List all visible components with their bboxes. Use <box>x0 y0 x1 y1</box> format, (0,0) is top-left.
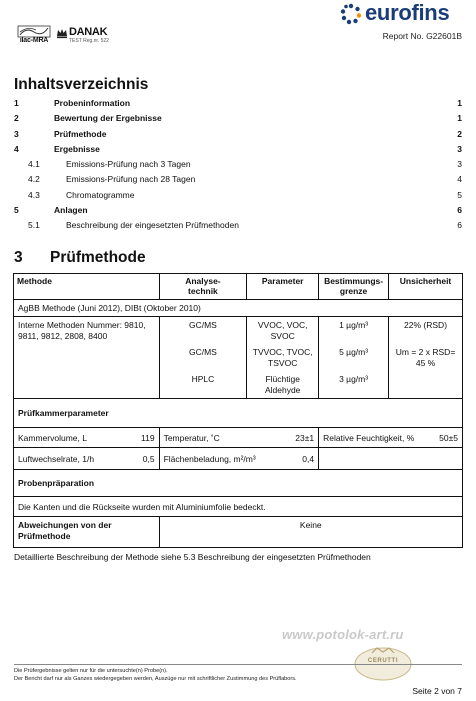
header-technique-line1: Analyse- <box>185 276 221 286</box>
toc-entry-number: 4.3 <box>28 189 40 200</box>
uncertainty-line: Um = 2 x RSD= <box>395 347 456 357</box>
page-number: Seite 2 von 7 <box>412 686 462 696</box>
section-number: 3 <box>14 249 23 266</box>
eurofins-dots-icon <box>340 3 362 25</box>
parameter-group <box>251 320 314 347</box>
air-change-cell <box>14 448 160 470</box>
uncertainty-value: 22% (RSD) <box>404 320 448 330</box>
header-uncertainty: Unsicherheit <box>389 274 463 300</box>
loading-label: Flächenbeladung, m²/m³ <box>163 453 256 464</box>
technique-value: HPLC <box>191 374 215 384</box>
toc-subentry[interactable] <box>14 188 462 203</box>
toc-entry-page: 6 <box>457 205 462 216</box>
toc-entry[interactable] <box>14 127 462 142</box>
ilac-mra-logo <box>14 25 54 51</box>
toc-entry-title: Ergebnisse <box>54 143 100 154</box>
table-row <box>14 517 463 548</box>
eurofins-logo <box>340 2 472 24</box>
header-technique-line2: technik <box>188 286 218 296</box>
loading-cell <box>159 448 319 470</box>
toc-entry-number: 5.1 <box>28 220 40 231</box>
deviation-label-line2: Prüfmethode <box>18 530 71 541</box>
temperature-label: Temperatur, ˚C <box>163 432 220 443</box>
uncertainty-line: 45 % <box>415 357 436 368</box>
toc-entry-number: 3 <box>14 128 19 139</box>
technique-value: GC/MS <box>188 347 217 357</box>
air-change-label: Luftwechselrate, 1/h <box>18 453 95 464</box>
toc-subentry[interactable] <box>14 172 462 187</box>
table-of-contents <box>14 96 462 234</box>
toc-entry-number: 2 <box>14 113 19 124</box>
parameter-group <box>251 374 314 395</box>
agbb-method-cell: AgBB Methode (Juni 2012), DIBt (Oktober 2010) <box>14 300 463 317</box>
toc-entry-title: Chromatogramme <box>66 189 135 200</box>
internal-methods-cell: Interne Methoden Nummer: 9810, 9811, 9812, 2808, 8400 <box>14 317 160 399</box>
page-header <box>0 0 476 60</box>
toc-entry-number: 5 <box>14 205 19 216</box>
chamber-title: Prüfkammerparameter <box>14 399 463 428</box>
table-row <box>14 317 463 399</box>
temperature-cell <box>159 428 319 448</box>
parameter-cell <box>247 317 319 399</box>
temperature-value: 23±1 <box>295 432 315 443</box>
table-row <box>14 470 463 497</box>
footer-divider <box>14 664 462 665</box>
section-title: Prüfmethode <box>50 249 146 266</box>
prep-title: Probenpräparation <box>14 470 463 497</box>
ilac-mra-label: ilac-MRA <box>19 37 49 44</box>
parameter-line: Flüchtige <box>265 374 300 384</box>
crown-icon <box>56 27 68 39</box>
toc-entry[interactable] <box>14 111 462 126</box>
parameter-line: SVOC <box>270 330 295 341</box>
toc-subentry[interactable] <box>14 218 462 233</box>
table-row <box>14 300 463 317</box>
limit-cell <box>319 317 389 399</box>
toc-entry-page: 4 <box>457 174 462 185</box>
toc-entry-page: 2 <box>457 128 462 139</box>
report-number: Report No. G22601B <box>382 31 462 41</box>
parameter-line: VVOC, VOC, <box>257 320 308 330</box>
limit-value: 1 µg/m³ <box>339 320 369 330</box>
method-table <box>13 273 463 548</box>
table-header-row <box>14 274 463 300</box>
table-row <box>14 497 463 517</box>
parameter-line: TVVOC, TVOC, <box>252 347 313 357</box>
toc-entry-page: 1 <box>457 98 462 108</box>
technique-value: GC/MS <box>188 320 217 330</box>
header-limit-line2: grenze <box>339 286 368 296</box>
empty-cell <box>319 448 463 470</box>
toc-entry-number: 4.1 <box>28 159 40 170</box>
deviation-label <box>14 517 160 548</box>
prep-text: Die Kanten und die Rückseite wurden mit Aluminiumfolie bedeckt. <box>14 497 463 517</box>
deviation-value: Keine <box>159 517 462 548</box>
header-limit <box>319 274 389 300</box>
chamber-volume-cell <box>14 428 160 448</box>
toc-entry-title: Emissions-Prüfung nach 3 Tagen <box>66 159 191 170</box>
table-row <box>14 448 463 470</box>
toc-entry[interactable] <box>14 142 462 157</box>
toc-entry[interactable] <box>14 203 462 218</box>
disclaimer-line1: Die Prüfergebnisse gelten nur für die untersuchte(n) Probe(n). <box>14 668 168 674</box>
toc-entry-title: Emissions-Prüfung nach 28 Tagen <box>66 174 196 185</box>
header-method: Methode <box>14 274 160 300</box>
parameter-group <box>251 347 314 374</box>
parameter-line: TSVOC <box>268 357 298 368</box>
disclaimer-line2: Der Bericht darf nur als Ganzes wiedergegeben werden, Auszüge nur mit schriftlicher Zustimmung des Prüflabors. <box>14 676 297 682</box>
header-parameter: Parameter <box>247 274 319 300</box>
technique-cell <box>159 317 247 399</box>
toc-entry-page: 5 <box>457 189 462 200</box>
toc-entry-title: Probeninformation <box>54 98 131 108</box>
watermark: www.potolok-art.ru <box>282 627 404 642</box>
air-change-value: 0,5 <box>142 453 155 464</box>
toc-subentry[interactable] <box>14 157 462 172</box>
table-row <box>14 428 463 448</box>
deviation-label-line1: Abweichungen von der <box>18 520 112 530</box>
loading-value: 0,4 <box>302 453 315 464</box>
humidity-cell <box>319 428 463 448</box>
chamber-volume-value: 119 <box>141 432 155 443</box>
danak-logo <box>56 26 109 48</box>
humidity-value: 50±5 <box>439 432 458 443</box>
limit-value: 3 µg/m³ <box>339 374 369 384</box>
toc-entry-page: 1 <box>457 113 462 124</box>
parameter-line: Aldehyde <box>264 384 301 395</box>
table-row <box>14 399 463 428</box>
toc-entry-page: 3 <box>457 159 462 170</box>
toc-entry-title: Bewertung der Ergebnisse <box>54 113 162 124</box>
cerutti-label: CERUTTI <box>367 658 399 664</box>
toc-entry-title: Beschreibung der eingesetzten Prüfmethoden <box>66 220 239 231</box>
danak-reg: TEST Reg.nr. 522 <box>69 38 109 44</box>
toc-entry-number: 1 <box>14 98 19 108</box>
section-heading <box>14 249 146 267</box>
eurofins-wordmark: eurofins <box>365 0 450 25</box>
header-technique <box>159 274 247 300</box>
toc-entry-title: Anlagen <box>54 205 88 216</box>
humidity-label: Relative Feuchtigkeit, % <box>323 432 415 443</box>
header-limit-line1: Bestimmungs- <box>324 276 384 286</box>
limit-value: 5 µg/m³ <box>339 347 369 357</box>
toc-entry-number: 4 <box>14 143 19 154</box>
uncertainty-cell <box>389 317 463 399</box>
toc-entry-page: 6 <box>457 220 462 231</box>
method-note: Detaillierte Beschreibung der Methode siehe 5.3 Beschreibung der eingesetzten Prüfmethoden <box>14 552 371 562</box>
toc-entry[interactable] <box>14 96 462 111</box>
toc-title: Inhaltsverzeichnis <box>14 76 149 93</box>
toc-entry-title: Prüfmethode <box>54 128 107 139</box>
danak-label: DANAK <box>69 26 108 38</box>
toc-entry-page: 3 <box>457 143 462 154</box>
toc-entry-number: 4.2 <box>28 174 40 185</box>
chamber-volume-label: Kammervolume, L <box>18 432 87 443</box>
